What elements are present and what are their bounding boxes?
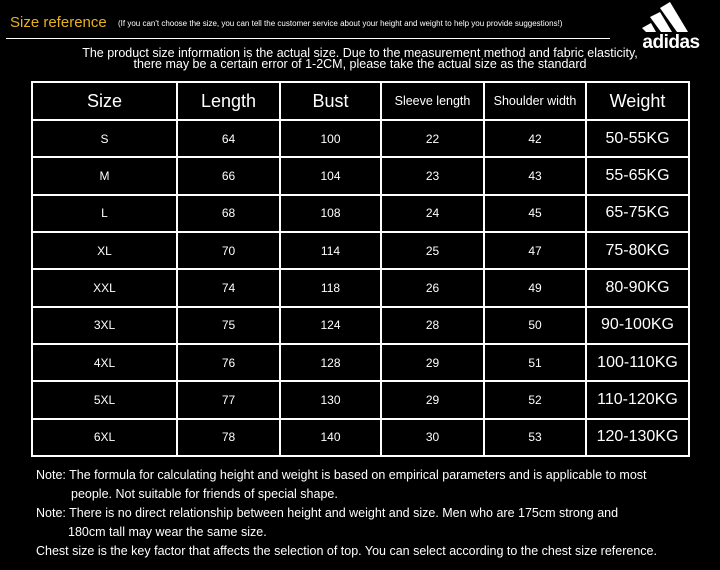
bust-cell: 114	[280, 232, 381, 269]
column-header-length: Length	[177, 82, 280, 120]
size-chart-table	[31, 81, 690, 457]
length-cell: 68	[177, 195, 280, 232]
table-row	[32, 381, 689, 418]
note-height-weight: Note: There is no direct relationship between height and weight and size. Men who are 175cm strong and	[36, 506, 619, 520]
bust-cell: 104	[280, 157, 381, 194]
bust-cell: 130	[280, 381, 381, 418]
weight-cell: 110-120KG	[586, 381, 689, 418]
note-height-weight-cont: 180cm tall may wear the same size.	[68, 525, 267, 539]
sleeve-length-cell: 29	[381, 344, 484, 381]
size-cell: 3XL	[32, 307, 177, 344]
weight-cell: 80-90KG	[586, 269, 689, 306]
length-cell: 64	[177, 120, 280, 157]
length-cell: 74	[177, 269, 280, 306]
column-header-weight: Weight	[586, 82, 689, 120]
length-cell: 78	[177, 419, 280, 456]
column-header-shoulder-width: Shoulder width	[484, 82, 586, 120]
adidas-performance-logo-icon	[642, 2, 700, 32]
bust-cell: 100	[280, 120, 381, 157]
weight-cell: 50-55KG	[586, 120, 689, 157]
size-cell: M	[32, 157, 177, 194]
shoulder-width-cell: 45	[484, 195, 586, 232]
size-cell: 5XL	[32, 381, 177, 418]
column-header-size: Size	[32, 82, 177, 120]
length-cell: 70	[177, 232, 280, 269]
brand-logo	[630, 2, 712, 54]
sleeve-length-cell: 28	[381, 307, 484, 344]
size-cell: S	[32, 120, 177, 157]
bust-cell: 118	[280, 269, 381, 306]
size-cell: 4XL	[32, 344, 177, 381]
table-row	[32, 195, 689, 232]
weight-cell: 55-65KG	[586, 157, 689, 194]
size-cell: L	[32, 195, 177, 232]
sleeve-length-cell: 26	[381, 269, 484, 306]
shoulder-width-cell: 49	[484, 269, 586, 306]
table-row	[32, 120, 689, 157]
bust-cell: 140	[280, 419, 381, 456]
weight-cell: 120-130KG	[586, 419, 689, 456]
shoulder-width-cell: 50	[484, 307, 586, 344]
bust-cell: 128	[280, 344, 381, 381]
sleeve-length-cell: 23	[381, 157, 484, 194]
bust-cell: 124	[280, 307, 381, 344]
size-info-intro	[30, 48, 690, 70]
table-row	[32, 307, 689, 344]
size-cell: XL	[32, 232, 177, 269]
table-header-row	[32, 82, 689, 120]
column-header-bust: Bust	[280, 82, 381, 120]
shoulder-width-cell: 52	[484, 381, 586, 418]
notes-section	[36, 466, 706, 561]
note-formula: Note: The formula for calculating height and weight is based on empirical parameters and is applicable to most	[36, 468, 647, 482]
note-chest-size: Chest size is the key factor that affects the selection of top. You can select according to the chest size reference.	[36, 544, 657, 558]
sleeve-length-cell: 25	[381, 232, 484, 269]
shoulder-width-cell: 47	[484, 232, 586, 269]
table-row	[32, 344, 689, 381]
size-cell: XXL	[32, 269, 177, 306]
length-cell: 77	[177, 381, 280, 418]
length-cell: 76	[177, 344, 280, 381]
header-divider	[6, 38, 610, 39]
size-help-subtitle: (If you can't choose the size, you can tell the customer service about your height and weight to help you provide suggestions!)	[118, 19, 563, 28]
table-row	[32, 269, 689, 306]
table-body	[32, 120, 689, 456]
table-row	[32, 232, 689, 269]
sleeve-length-cell: 30	[381, 419, 484, 456]
intro-line-1: The product size information is the actual size. Due to the measurement method and fabric elasticity,	[82, 46, 638, 60]
table-row	[32, 157, 689, 194]
shoulder-width-cell: 43	[484, 157, 586, 194]
size-cell: 6XL	[32, 419, 177, 456]
weight-cell: 75-80KG	[586, 232, 689, 269]
brand-wordmark: adidas	[642, 32, 700, 53]
table-row	[32, 419, 689, 456]
column-header-sleeve-length: Sleeve length	[381, 82, 484, 120]
length-cell: 75	[177, 307, 280, 344]
weight-cell: 90-100KG	[586, 307, 689, 344]
note-formula-cont: people. Not suitable for friends of special shape.	[71, 487, 338, 501]
weight-cell: 65-75KG	[586, 195, 689, 232]
weight-cell: 100-110KG	[586, 344, 689, 381]
sleeve-length-cell: 24	[381, 195, 484, 232]
length-cell: 66	[177, 157, 280, 194]
shoulder-width-cell: 51	[484, 344, 586, 381]
sleeve-length-cell: 22	[381, 120, 484, 157]
bust-cell: 108	[280, 195, 381, 232]
size-reference-title: Size reference	[10, 14, 107, 31]
shoulder-width-cell: 53	[484, 419, 586, 456]
sleeve-length-cell: 29	[381, 381, 484, 418]
intro-line-2: there may be a certain error of 1-2CM, please take the actual size as the standard	[133, 57, 587, 71]
shoulder-width-cell: 42	[484, 120, 586, 157]
